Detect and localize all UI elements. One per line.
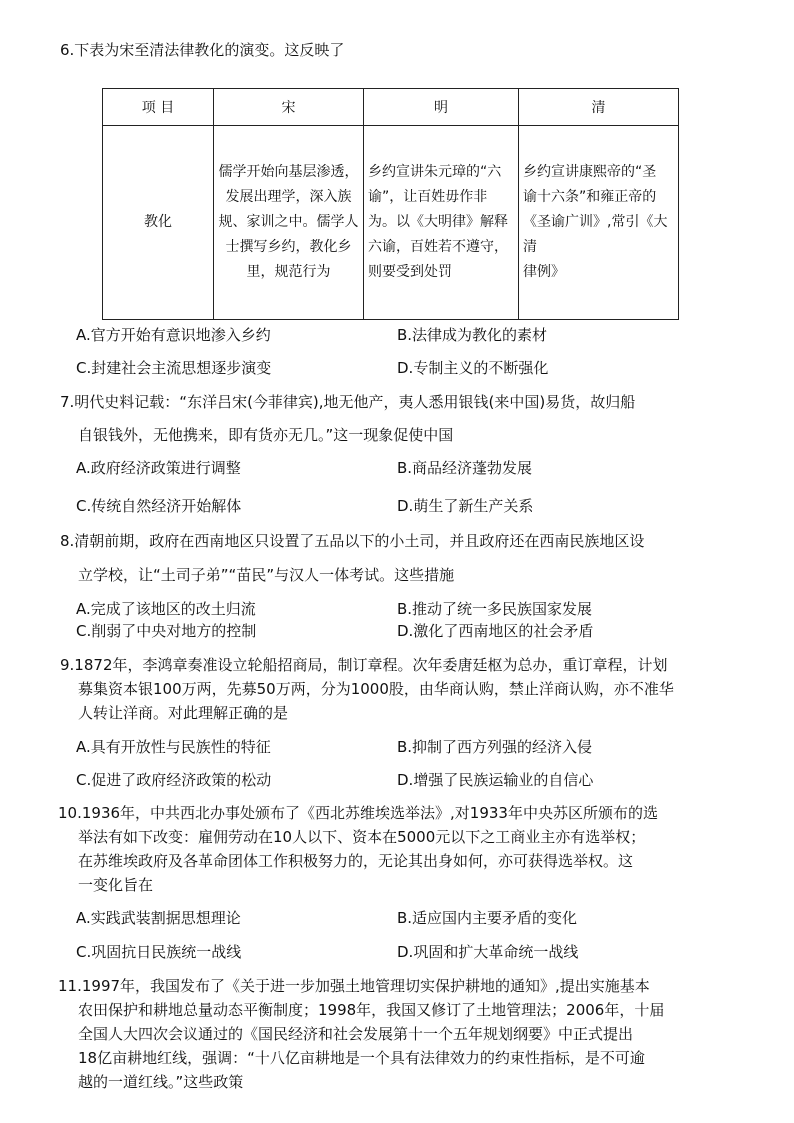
cell-line: 六谕，百姓若不遵守， xyxy=(368,239,508,255)
q7-option-c: C.传统自然经济开始解体 xyxy=(76,497,242,515)
q7-stem-line: 7.明代史料记载：“东洋吕宋(今菲律宾),地无他产，夷人悉用银钱(来中国)易货，故归船 xyxy=(60,393,636,411)
q11-stem-line: 越的一道红线。”这些政策 xyxy=(78,1073,244,1091)
table-header-row xyxy=(103,89,679,126)
cell-line: 发展出理学，深入族 xyxy=(225,189,352,205)
q7-option-a: A.政府经济政策进行调整 xyxy=(76,459,241,477)
table-header-cell: 宋 xyxy=(214,89,364,126)
q6-option-d: D.专制主义的不断强化 xyxy=(397,359,549,377)
q11-stem-line: 农田保护和耕地总量动态平衡制度；1998年，我国又修订了土地管理法；2006年，十届 xyxy=(78,1001,665,1019)
q11-stem-line: 18亿亩耕地红线，强调：“十八亿亩耕地是一个具有法律效力的约束性指标，是不可逾 xyxy=(78,1049,645,1067)
q6-option-c: C.封建社会主流思想逐步演变 xyxy=(76,359,272,377)
cell-line: 里，规范行为 xyxy=(246,264,331,280)
q10-option-a: A.实践武装割据思想理论 xyxy=(76,909,241,927)
q10-stem-line: 一变化旨在 xyxy=(78,876,154,894)
q10-option-b: B.适应国内主要矛盾的变化 xyxy=(397,909,578,927)
cell-line: 《圣谕广训》,常引《大清 xyxy=(523,214,668,255)
q8-option-b: B.推动了统一多民族国家发展 xyxy=(397,600,593,618)
q8-option-c: C.削弱了中央对地方的控制 xyxy=(76,622,257,640)
table-header-cell: 明 xyxy=(364,89,519,126)
q8-stem-line: 8.清朝前期，政府在西南地区只设置了五品以下的小土司，并且政府还在西南民族地区设 xyxy=(60,532,645,550)
q9-stem-line: 募集资本银100万两，先募50万两，分为1000股，由华商认购，禁止洋商认购，亦不准华 xyxy=(78,680,674,698)
q10-option-d: D.巩固和扩大革命统一战线 xyxy=(397,943,579,961)
table-cell-qing xyxy=(519,126,679,320)
cell-line: 士撰写乡约，教化乡 xyxy=(225,239,352,255)
q11-stem-line: 11.1997年，我国发布了《关于进一步加强土地管理切实保护耕地的通知》,提出实施基本 xyxy=(58,977,650,995)
cell-line: 律例》 xyxy=(523,264,565,280)
cell-line: 谕十六条”和雍正帝的 xyxy=(523,189,657,205)
table-cell-ming xyxy=(364,126,519,320)
q11-stem-line: 全国人大四次会议通过的《国民经济和社会发展第十一个五年规划纲要》中正式提出 xyxy=(78,1025,634,1043)
table-row xyxy=(103,126,679,320)
q6-stem: 6.下表为宋至清法律教化的演变。这反映了 xyxy=(60,41,345,59)
cell-line: 则要受到处罚 xyxy=(368,264,452,280)
cell-line: 乡约宣讲康熙帝的“圣 xyxy=(523,164,657,180)
q7-stem-line: 自银钱外，无他携来，即有货亦无几。”这一现象促使中国 xyxy=(78,426,454,444)
q10-stem-line: 10.1936年，中共西北办事处颁布了《西北苏维埃选举法》,对1933年中央苏区所颁布的选 xyxy=(58,804,658,822)
q6-option-b: B.法律成为教化的素材 xyxy=(397,326,548,344)
cell-line: 乡约宣讲朱元璋的“六 xyxy=(368,164,502,180)
table-header-cell: 清 xyxy=(519,89,679,126)
q9-option-a: A.具有开放性与民族性的特征 xyxy=(76,738,271,756)
table-header-cell: 项 目 xyxy=(103,89,214,126)
q9-option-d: D.增强了民族运输业的自信心 xyxy=(397,771,594,789)
q10-stem-line: 举法有如下改变：雇佣劳动在10人以下、资本在5000元以下之工商业主亦有选举权； xyxy=(78,828,646,846)
q9-option-b: B.抑制了西方列强的经济入侵 xyxy=(397,738,593,756)
q10-option-c: C.巩固抗日民族统一战线 xyxy=(76,943,242,961)
q10-stem-line: 在苏维埃政府及各革命团体工作积极努力的，无论其出身如何，亦可获得选举权。这 xyxy=(78,852,634,870)
table-row-label: 教化 xyxy=(103,126,214,320)
cell-line: 谕”，让百姓毋作非 xyxy=(368,189,488,205)
q7-option-d: D.萌生了新生产关系 xyxy=(397,497,534,515)
q8-option-d: D.激化了西南地区的社会矛盾 xyxy=(397,622,594,640)
cell-line: 儒学开始向基层渗透， xyxy=(218,164,359,180)
q8-stem-line: 立学校，让“土司子弟”“苗民”与汉人一体考试。这些措施 xyxy=(78,566,455,584)
table-cell-song xyxy=(214,126,364,320)
q8-option-a: A.完成了该地区的改土归流 xyxy=(76,600,256,618)
cell-line: 为。以《大明律》解释 xyxy=(368,214,508,230)
q6-option-a: A.官方开始有意识地渗入乡约 xyxy=(76,326,271,344)
q9-stem-line: 9.1872年，李鸿章奏准设立轮船招商局，制订章程。次年委唐廷枢为总办，重订章程，计划 xyxy=(60,656,668,674)
cell-line: 规、家训之中。儒学人 xyxy=(218,214,359,230)
law-education-table xyxy=(102,88,679,320)
q9-stem-line: 人转让洋商。对此理解正确的是 xyxy=(78,704,289,722)
q7-option-b: B.商品经济蓬勃发展 xyxy=(397,459,533,477)
q9-option-c: C.促进了政府经济政策的松动 xyxy=(76,771,272,789)
